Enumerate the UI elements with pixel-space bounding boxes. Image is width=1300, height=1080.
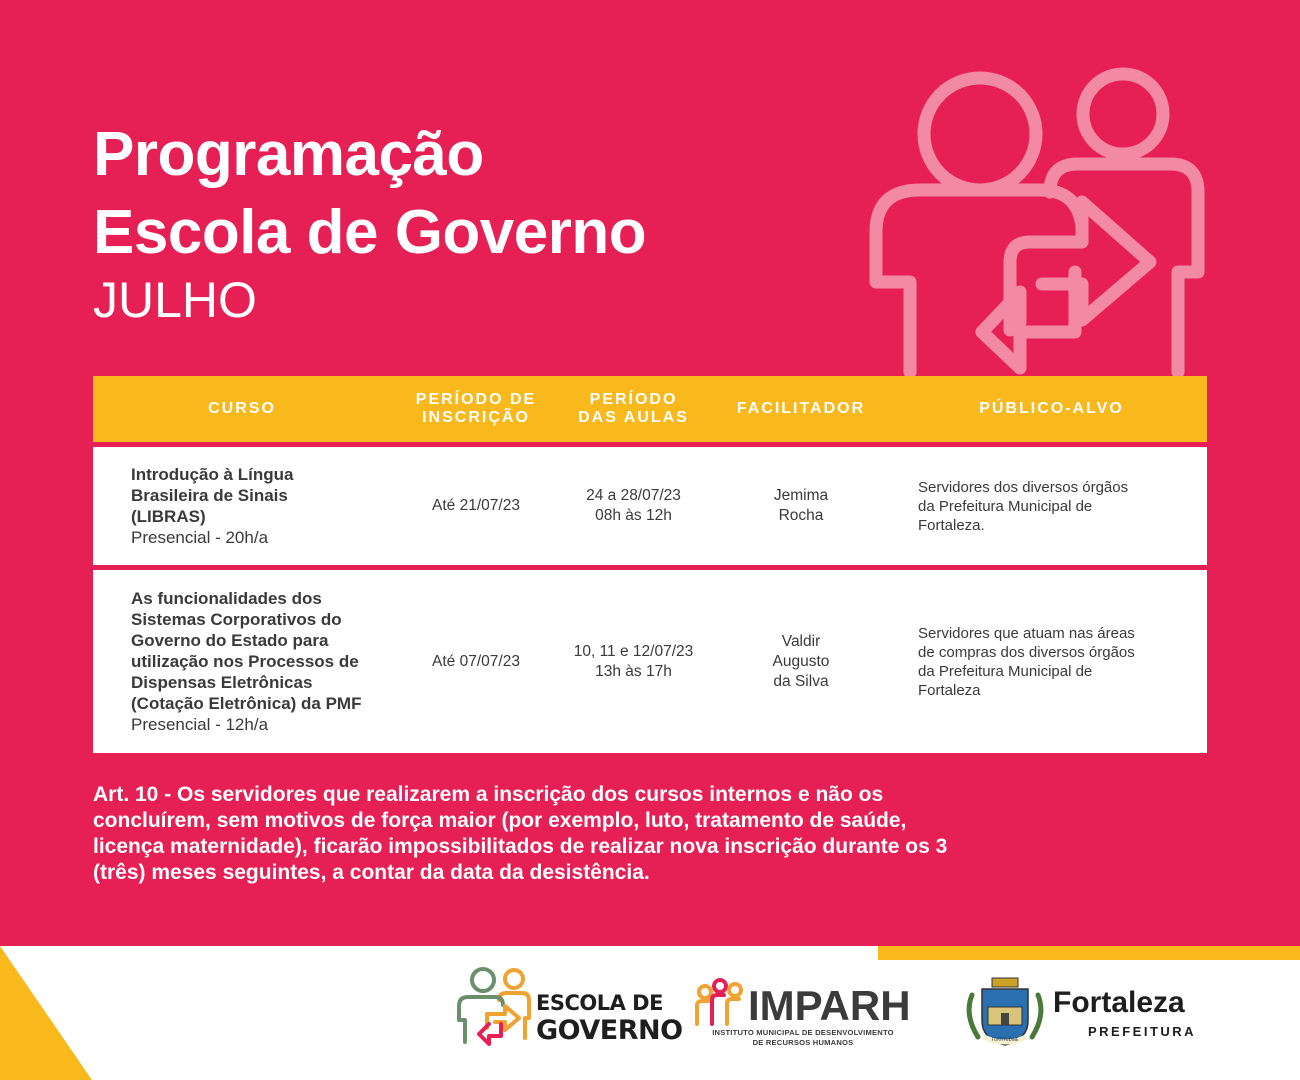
column-header-course: CURSO [208,400,276,417]
fortaleza-wordmark: Fortaleza [1053,986,1185,1019]
schedule-table [93,376,1207,753]
title-line-2: Escola de Governo [93,198,647,267]
column-header-audience: PÚBLICO-ALVO [979,400,1124,417]
imparh-subtitle: INSTITUTO MUNICIPAL DE DESENVOLVIMENTO DE RECURSOS HUMANOS [712,1028,894,1047]
facilitator-cell: Jemima Rocha [773,487,829,524]
table-row [93,570,1207,753]
course-cell [93,588,391,735]
column-header-facilitator: FACILITADOR [736,400,866,417]
classes-cell: 10, 11 e 12/07/23 13h às 17h [573,642,694,680]
title-line-1: Programação [93,120,484,189]
registration-cell: Até 21/07/23 [432,497,520,514]
imparh-wordmark: IMPARH [748,982,911,1029]
escola-governo-logo [455,966,540,1046]
course-mode: Presencial - 20h/a [131,528,269,547]
classes-cell: 24 a 28/07/23 08h às 12h [586,487,681,524]
course-mode: Presencial - 12h/a [131,715,269,734]
footer-corner-triangle [0,946,92,1080]
seal-motto: FORTITUDINE [991,1037,1019,1042]
page-title [93,116,646,272]
audience-cell: Servidores dos diversos órgãos da Prefeitura Municipal de Fortaleza. [918,478,1129,534]
people-exchange-icon [860,62,1220,382]
notice-text: Art. 10 - Os servidores que realizarem a inscrição dos cursos internos e não os concluírem, sem motivos de força maior (por exemplo, luto, tratamento de saúde, licença maternidade), ficarão impossibilitados de realizar nova inscrição durante os 3 (três) meses seguintes, a contar da data da desistência. [93,783,948,884]
footer-accent-bar [878,946,1300,960]
course-title: As funcionalidades dos Sistemas Corporativos do Governo do Estado para utilização nos Processos de Dispensas Eletrônicas (Cotação Eletrônica) da PMF [131,589,362,713]
registration-cell: Até 07/07/23 [432,652,520,670]
course-cell [93,464,391,548]
month-label: JULHO [93,272,257,328]
facilitator-cell: Valdir Augusto da Silva [772,632,830,690]
imparh-logo [693,976,751,1026]
table-header [93,376,1207,442]
fortaleza-subtitle: PREFEITURA [1088,1024,1197,1039]
column-header-classes: PERÍODO DAS AULAS [578,391,689,426]
fortaleza-seal [960,975,1050,1050]
escola-governo-wordmark: ESCOLA DE GOVERNO [536,991,683,1046]
table-row [93,447,1207,565]
column-header-registration: PERÍODO DE INSCRIÇÃO [415,391,537,426]
course-title: Introdução à Língua Brasileira de Sinais (LIBRAS) [131,465,294,526]
audience-cell: Servidores que atuam nas áreas de compras dos diversos órgãos da Prefeitura Municipal de Fortaleza [918,624,1135,699]
